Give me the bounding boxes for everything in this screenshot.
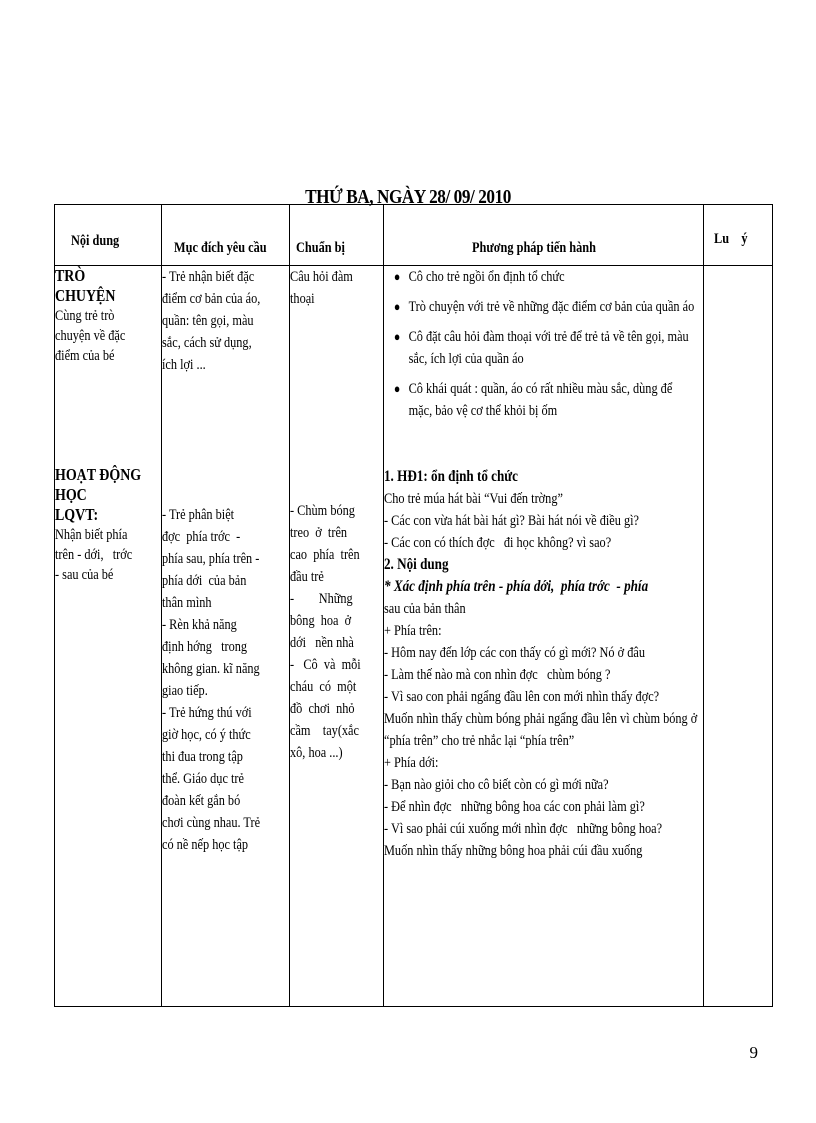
cell-muc-dich [162, 266, 290, 1007]
col2-s2: - Trẻ phân biệt đợc phía trớc - phía sau, phía trên - phía dới của bản thân mình - Rèn khả năng định hớng trong không gian. kĩ năng giao tiếp. - Trẻ hứng thú với giờ học, có ý thức thi đua trong tập thể. Giáo dục trẻ đoàn kết gắn bó chơi cùng nhau. Trẻ có nề nếp học tập [162, 507, 261, 853]
col3-s2: - Chùm bóng treo ở trên cao phía trên đầu trẻ - Những bông hoa ở dới nền nhà - Cô và mỗi cháu có một đồ chơi nhỏ cầm tay(xắc xô, hoa ...) [290, 503, 361, 761]
section-heading-1: 1. HĐ1: ổn định tổ chức [384, 468, 518, 485]
section-subheading: * Xác định phía trên - phía dới, phía trớc - phía [384, 578, 649, 595]
header-luu-y: Lu ý [704, 205, 773, 266]
list-item: ● Cô đặt câu hỏi đàm thoại với trẻ để trẻ tả về tên gọi, màu sắc, ích lợi của quần áo [384, 326, 698, 370]
bullet-icon: ● [393, 299, 401, 314]
header-phuong-phap: Phương pháp tiến hành [384, 205, 704, 266]
col3-s1: Câu hỏi đàm thoại [290, 269, 353, 307]
section-heading-2: 2. Nội dung [384, 556, 449, 573]
bullet-icon: ● [393, 269, 401, 284]
list-item: ● Cô cho trẻ ngồi ổn định tổ chức [384, 266, 698, 288]
col2-s1: - Trẻ nhận biết đặc điểm cơ bản của áo, quần: tên gọi, màu sắc, cách sử dụng, ích lợi ... [162, 269, 261, 373]
list-item: ● Cô khái quát : quần, áo có rất nhiều màu sắc, dùng để mặc, bảo vệ cơ thể khỏi bị ốm [384, 378, 698, 422]
page-title: THỨ BA, NGÀY 28/ 09/ 2010 [305, 186, 511, 208]
table-row [55, 266, 773, 1007]
header-muc-dich: Mục đích yêu cầu [162, 205, 290, 266]
cell-luu-y [704, 266, 773, 1007]
lesson-plan-table [54, 204, 773, 1007]
cell-phuong-phap: ● Cô cho trẻ ngồi ổn định tổ chức ● Trò chuyện với trẻ về những đặc điểm cơ bản của quần áo ● Cô đặt câu hỏi đàm thoại với trẻ để trẻ tả về tên gọi, màu sắc, ích lợi của quần áo ● Cô khái quát : quần, áo có rất nhiều màu sắc, dùng để mặc, bảo vệ cơ thể khỏi bị ốm 1. HĐ1: ổn định tổ chức Cho trẻ múa hát bài “Vui đến trờng” - Các con vừa hát bài hát gì? Bài hát nói về điều gì? - Các con có thích đợc đi học không? vì sao? 2. Nội dung * Xác định phía trên - phía dới, phía trớc - phía sau của bản thân + Phía trên: - Hôm nay đến lớp các con thấy có gì mới? Nó ở đâu - Làm thế nào mà con nhìn đợc chùm bóng ? - Vì sao con phải ngẩng đầu lên con mới nhìn thấy đợc? Muốn nhìn thấy chùm bóng phải ngẩng đầu lên vì chùm bóng ở “phía trên” cho trẻ nhắc lại “phía trên” + Phía dới: - Bạn nào giỏi cho cô biết còn có gì mới nữa? - Để nhìn đợc những bông hoa các con phải làm gì? - Vì sao phải cúi xuống mới nhìn đợc những bông hoa? Muốn nhìn thấy những bông hoa phải cúi đầu xuống [384, 266, 704, 1007]
list-item: ● Trò chuyện với trẻ về những đặc điểm cơ bản của quần áo [384, 296, 698, 318]
header-noi-dung: Nội dung [55, 205, 162, 266]
cell-noi-dung: TRÒ CHUYỆN Cùng trẻ trò chuyện về đặc điểm của bé HOẠT ĐỘNG HỌC LQVT: Nhận biết phía trên - dới, trớc - sau của bé [55, 266, 162, 1007]
col1-s1-desc: Cùng trẻ trò chuyện về đặc điểm của bé [55, 308, 126, 364]
bullet-icon: ● [393, 329, 401, 344]
page-number: 9 [749, 1043, 758, 1062]
header-chuan-bi: Chuẩn bị [290, 205, 384, 266]
col1-s2-desc: Nhận biết phía trên - dới, trớc - sau của bé [55, 527, 133, 583]
bullet-icon: ● [393, 381, 401, 396]
bullet-list [384, 266, 698, 422]
cell-chuan-bi [290, 266, 384, 1007]
table-header-row [55, 205, 773, 266]
